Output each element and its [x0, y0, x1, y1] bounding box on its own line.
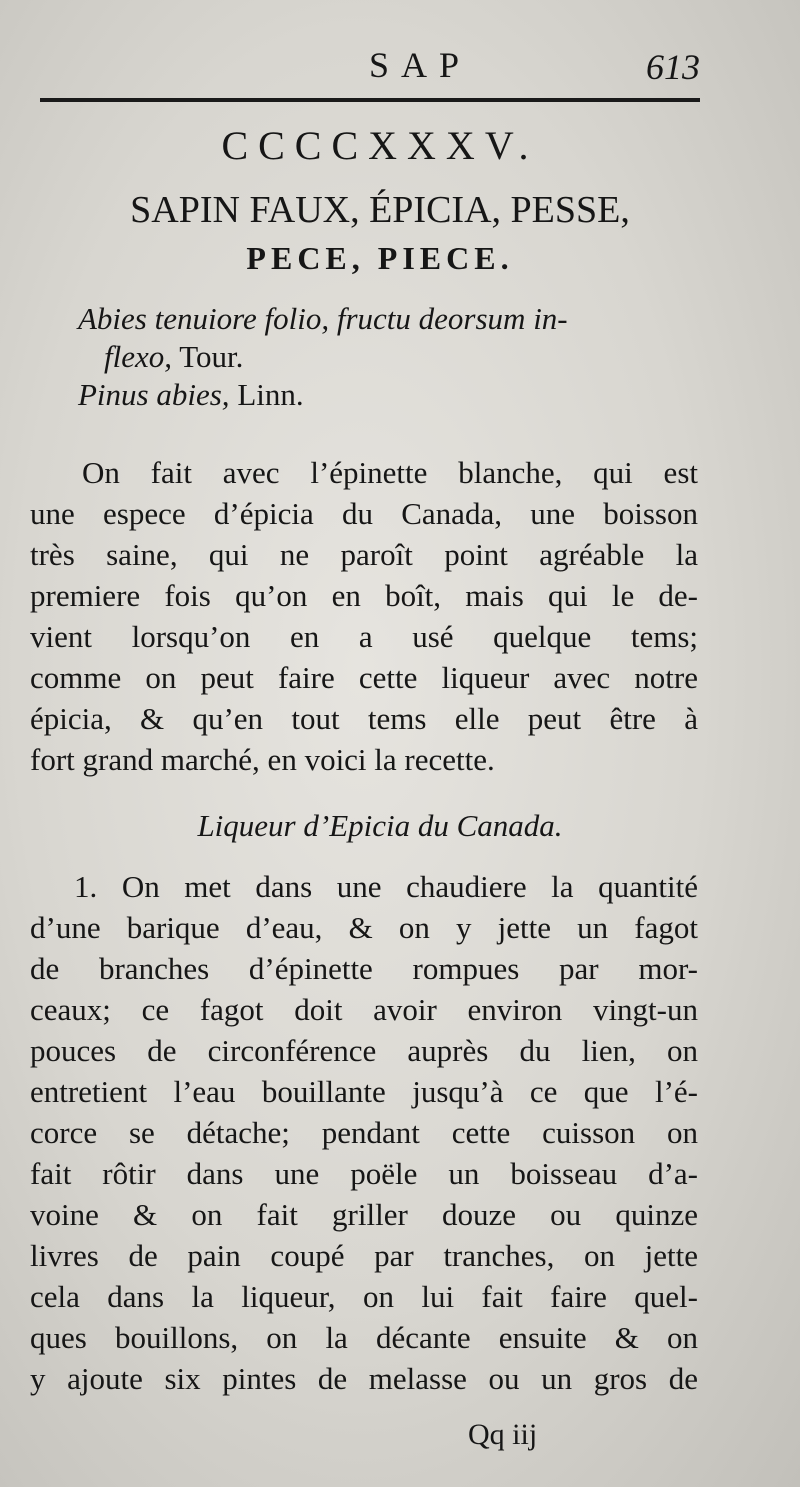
text-line: On fait avec l’épinette blanche, qui est	[82, 455, 698, 490]
synonym-latin: Pinus abies,	[78, 377, 230, 412]
header-rule	[40, 98, 700, 102]
text-line: fort grand marché, en voici la recette.	[30, 742, 495, 777]
text-line: une espece d’épicia du Canada, une boisson	[30, 496, 698, 531]
paragraph-intro	[30, 452, 698, 780]
text-line: de branches d’épinette rompues par mor-	[30, 951, 698, 986]
text-line: fait rôtir dans une poële un boisseau d’a-	[30, 1156, 698, 1191]
running-head: SAP	[368, 45, 472, 85]
text-line: 1. On met dans une chaudiere la quantité	[74, 869, 698, 904]
text-line: vient lorsqu’on en a usé quelque tems;	[30, 619, 698, 654]
text-line: pouces de circonférence auprès du lien, on	[30, 1033, 698, 1068]
signature-mark: Qq iij	[468, 1418, 538, 1451]
text-line: épicia, & qu’en tout tems elle peut être à	[30, 701, 698, 736]
text-line: d’une barique d’eau, & on y jette un fagot	[30, 910, 698, 945]
synonym-latin: flexo,	[104, 339, 172, 374]
synonym-line	[78, 338, 718, 376]
latin-synonyms	[78, 300, 718, 414]
synonym-author: Tour.	[179, 339, 244, 374]
page-number: 613	[646, 47, 700, 87]
page-header	[40, 40, 700, 102]
synonym-latin: Abies tenuiore folio, fructu deorsum in-	[78, 301, 568, 336]
text-line: voine & on fait griller douze ou quinze	[30, 1197, 698, 1232]
text-line: comme on peut faire cette liqueur avec notre	[30, 660, 698, 695]
text-line: corce se détache; pendant cette cuisson on	[30, 1115, 698, 1150]
paragraph-recipe	[30, 866, 698, 1399]
entry-number: CCCCXXXV.	[221, 123, 539, 168]
text-line: très saine, qui ne paroît point agréable la	[30, 537, 698, 572]
text-line: ceaux; ce fagot doit avoir environ vingt-un	[30, 992, 698, 1027]
entry-subtitle: PECE, PIECE.	[246, 240, 514, 276]
text-line: cela dans la liqueur, on lui fait faire quel-	[30, 1279, 698, 1314]
synonym-author: Linn.	[237, 377, 304, 412]
entry-title: SAPIN FAUX, ÉPICIA, PESSE,	[130, 189, 630, 231]
text-line: livres de pain coupé par tranches, on jette	[30, 1238, 698, 1273]
recipe-heading: Liqueur d’Epicia du Canada.	[197, 808, 563, 843]
text-line: ques bouillons, on la décante ensuite & on	[30, 1320, 698, 1355]
text-line: entretient l’eau bouillante jusqu’à ce que l’é-	[30, 1074, 698, 1109]
text-line: premiere fois qu’on en boît, mais qui le de-	[30, 578, 698, 613]
synonym-line	[78, 300, 718, 338]
text-line: y ajoute six pintes de melasse ou un gros de	[30, 1361, 698, 1396]
synonym-line	[78, 376, 718, 414]
